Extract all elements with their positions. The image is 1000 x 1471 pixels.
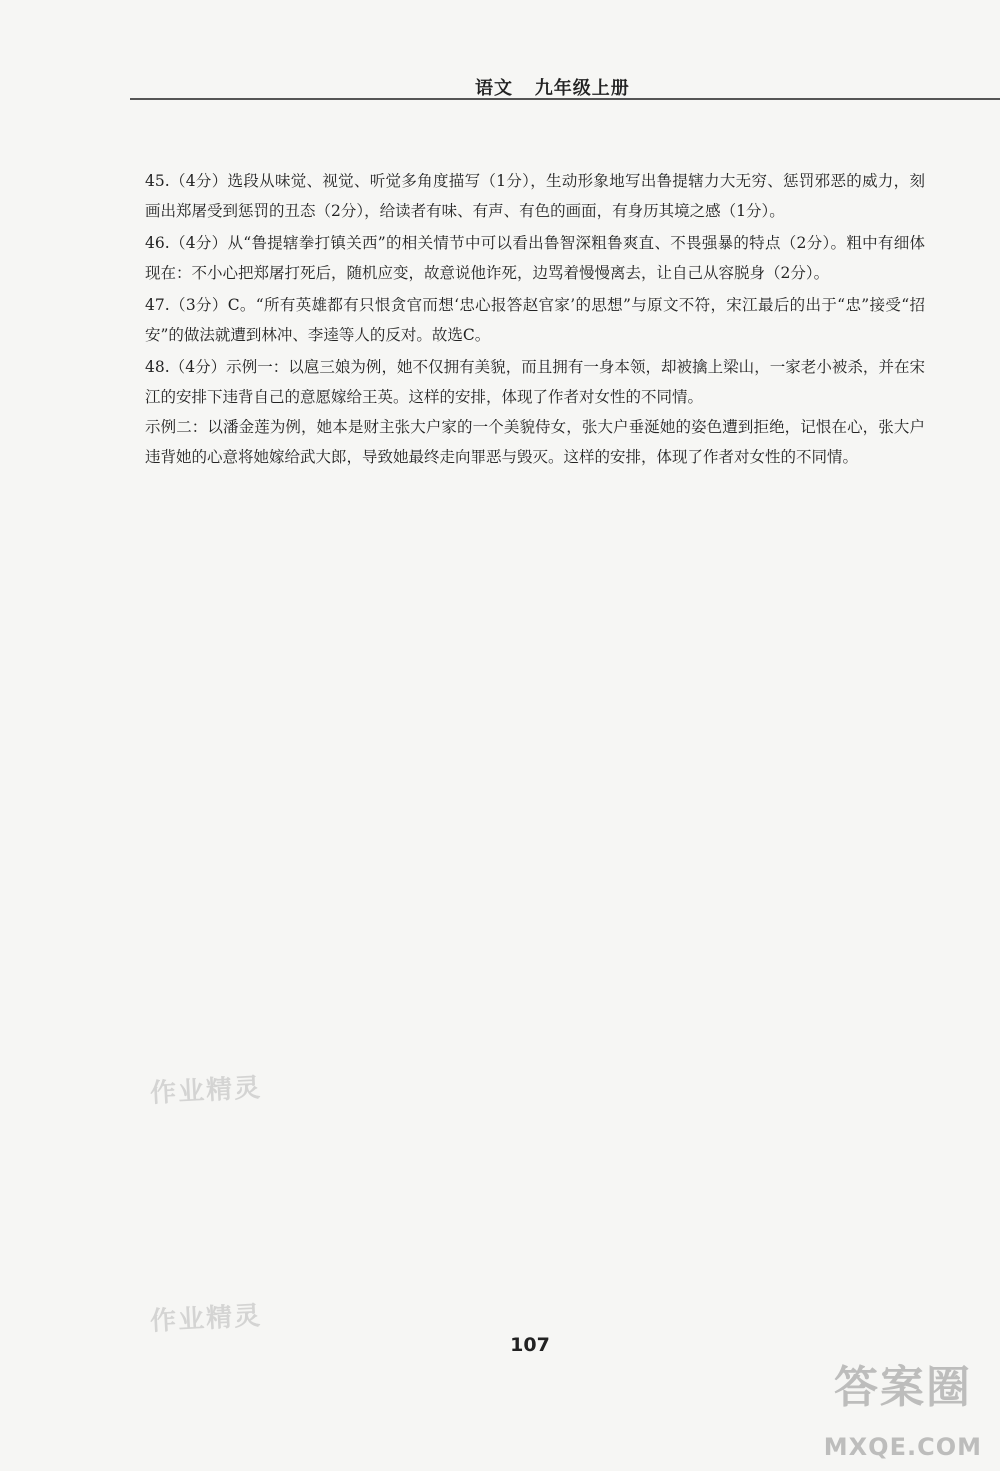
answer-46-text: 46.（4分）从“鲁提辖拳打镇关西”的相关情节中可以看出鲁智深粗鲁爽直、不畏强暴的特点（2分）。粗中有细体现在：不小心把郑屠打死后，随机应变，故意说他诈死，边骂着慢慢离去，让自己从容脱身（2分）。: [145, 234, 925, 282]
header-title: 语文 九年级上册: [475, 78, 630, 99]
watermark-stamp: 作业精灵: [149, 1073, 263, 1109]
answer-content: [145, 166, 925, 474]
header-divider: [130, 98, 1000, 100]
answer-48: [145, 352, 925, 472]
answer-48-example-2: 示例二：以潘金莲为例，她本是财主张大户家的一个美貌侍女，张大户垂涎她的姿色遭到拒绝，记恨在心，张大户违背她的心意将她嫁给武大郎，导致她最终走向罪恶与毁灭。这样的安排，体现了作者对女性的不同情。: [145, 418, 925, 466]
answer-47: [145, 290, 925, 350]
page-header: [130, 72, 1000, 102]
answer-48-example-1: 48.（4分）示例一：以扈三娘为例，她不仅拥有美貌，而且拥有一身本领，却被擒上梁山，一家老小被杀，并在宋江的安排下违背自己的意愿嫁给王英。这样的安排，体现了作者对女性的不同情。: [145, 358, 925, 406]
site-logo-url: MXQE.COM: [823, 1433, 982, 1461]
site-logo: [792, 1351, 982, 1461]
answer-45-text: 45.（4分）选段从味觉、视觉、听觉多角度描写（1分），生动形象地写出鲁提辖力大无穷、惩罚邪恶的威力，刻画出郑屠受到惩罚的丑态（2分），给读者有味、有声、有色的画面，有身历其境之感（1分）。: [145, 172, 925, 220]
answer-45: [145, 166, 925, 226]
answer-47-text: 47.（3分）C。“所有英雄都有只恨贪官而想‘忠心报答赵官家’的思想”与原文不符，宋江最后的出于“忠”接受“招安”的做法就遭到林冲、李逵等人的反对。故选C。: [145, 296, 925, 344]
site-logo-mark: 答案圈: [834, 1362, 972, 1413]
page-number: 107: [510, 1334, 550, 1356]
watermark-stamp: 作业精灵: [149, 1301, 263, 1337]
answer-46: [145, 228, 925, 288]
